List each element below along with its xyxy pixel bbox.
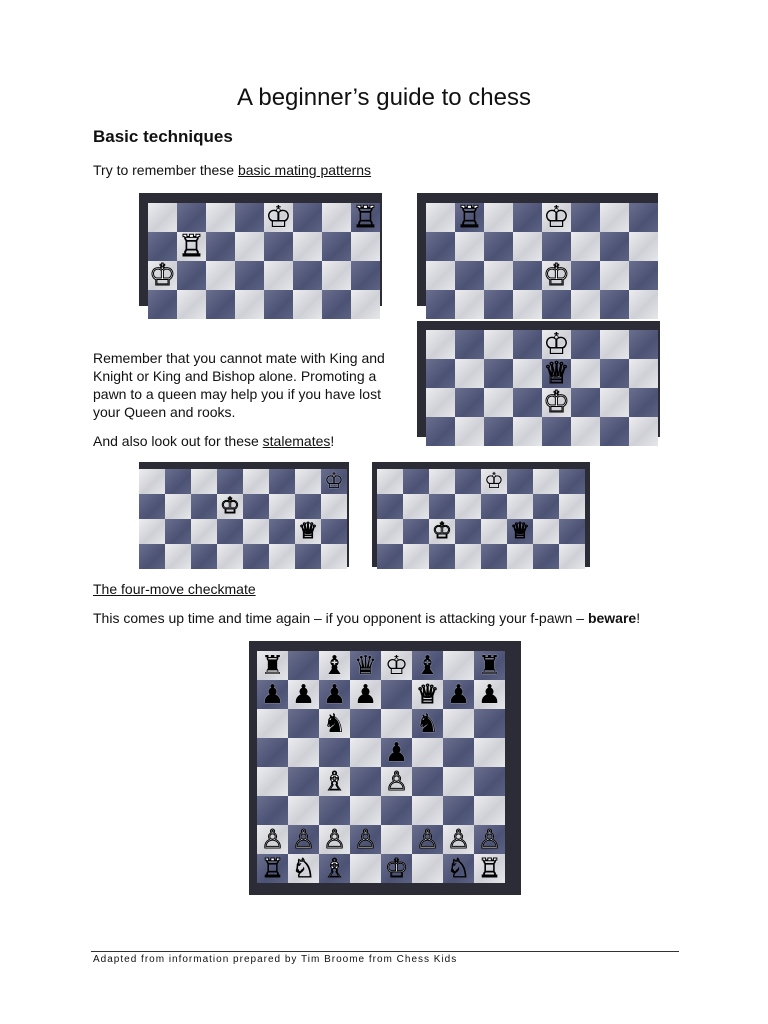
board-square	[571, 330, 600, 359]
board-square	[474, 709, 505, 738]
mating-patterns-link[interactable]: basic mating patterns	[237, 162, 372, 178]
board-square	[243, 519, 269, 544]
board-square	[288, 680, 319, 709]
board-square	[559, 544, 585, 569]
board-square	[571, 359, 600, 388]
chess-piece: ♖	[456, 203, 483, 232]
board-square	[264, 232, 293, 261]
board-square	[542, 261, 571, 290]
board-square	[235, 290, 264, 319]
board-square	[351, 261, 380, 290]
stalemates-link[interactable]: stalemates	[262, 433, 331, 449]
board-square	[443, 796, 474, 825]
chess-piece: ♜	[260, 651, 285, 680]
chess-piece: ♟	[446, 680, 471, 709]
board-square	[139, 494, 165, 519]
stalemate-excl: !	[330, 433, 335, 449]
board-square	[542, 290, 571, 319]
board-square	[600, 261, 629, 290]
board-square	[288, 767, 319, 796]
chess-piece: ♙	[260, 825, 285, 854]
board-square	[288, 796, 319, 825]
board-square	[513, 417, 542, 446]
board-square	[295, 544, 321, 569]
chess-piece: ♖	[178, 232, 205, 261]
board-square	[319, 767, 350, 796]
board-square	[600, 359, 629, 388]
four-move-excl: !	[636, 610, 641, 626]
board-square	[257, 767, 288, 796]
board-square	[455, 417, 484, 446]
chess-piece: ♔	[543, 388, 570, 417]
board-square	[455, 519, 481, 544]
board-square	[148, 203, 177, 232]
chess-piece: ♙	[291, 825, 316, 854]
board-square	[629, 388, 658, 417]
board-square	[443, 651, 474, 680]
chess-piece: ♜	[477, 651, 502, 680]
board-square	[412, 796, 443, 825]
board-square	[319, 796, 350, 825]
stalemate-text: And also look out for these	[93, 433, 263, 449]
board-square	[426, 290, 455, 319]
mate-note: Remember that you cannot mate with King and Knight or King and Bishop alone. Promoting a pawn to a queen may help you if you have lost your Queen and rooks.	[93, 350, 385, 420]
board-square	[443, 738, 474, 767]
board-square	[403, 544, 429, 569]
board-square	[455, 330, 484, 359]
board-square	[542, 359, 571, 388]
board-square	[455, 290, 484, 319]
board-square	[351, 232, 380, 261]
board-square	[165, 519, 191, 544]
board-square	[264, 203, 293, 232]
board-square	[350, 767, 381, 796]
chess-piece: ♕	[415, 680, 440, 709]
chess-piece: ♙	[353, 825, 378, 854]
board-square	[350, 680, 381, 709]
board-square	[377, 469, 403, 494]
board-square	[507, 519, 533, 544]
board-square	[429, 494, 455, 519]
board-square	[206, 232, 235, 261]
board-square	[481, 494, 507, 519]
board-square	[243, 469, 269, 494]
board-four-move-checkmate	[249, 641, 521, 895]
board-square	[629, 330, 658, 359]
board-square	[481, 469, 507, 494]
board-square	[288, 651, 319, 680]
board-square	[443, 709, 474, 738]
board-square	[293, 232, 322, 261]
board-square	[139, 519, 165, 544]
board-square	[412, 709, 443, 738]
board-square	[571, 232, 600, 261]
board-square	[206, 203, 235, 232]
board-square	[217, 494, 243, 519]
chess-piece: ♗	[322, 767, 347, 796]
board-square	[148, 261, 177, 290]
board-square	[206, 261, 235, 290]
board-square	[484, 330, 513, 359]
board-square	[321, 494, 347, 519]
chess-piece: ♔	[543, 203, 570, 232]
board-square	[474, 854, 505, 883]
board-square	[165, 494, 191, 519]
board-square	[177, 203, 206, 232]
board-square	[381, 680, 412, 709]
board-square	[571, 388, 600, 417]
chess-piece: ♔	[484, 469, 504, 494]
board-square	[350, 825, 381, 854]
board-square	[455, 232, 484, 261]
chess-piece: ♟	[322, 680, 347, 709]
board-square	[559, 494, 585, 519]
beware-text: beware	[587, 610, 637, 626]
board-square	[293, 261, 322, 290]
board-square	[139, 544, 165, 569]
board-square	[412, 767, 443, 796]
board-square	[571, 290, 600, 319]
board-square	[264, 261, 293, 290]
chess-piece: ♟	[384, 738, 409, 767]
board-square	[412, 825, 443, 854]
board-square	[350, 738, 381, 767]
board-square	[474, 825, 505, 854]
board-square	[455, 469, 481, 494]
board-square	[319, 709, 350, 738]
chess-piece: ♖	[352, 203, 379, 232]
chess-piece: ♔	[543, 261, 570, 290]
chess-piece: ♕	[543, 359, 570, 388]
board-square	[484, 417, 513, 446]
board-square	[542, 417, 571, 446]
board-square	[600, 290, 629, 319]
chess-piece: ♘	[291, 854, 316, 883]
board-square	[319, 738, 350, 767]
chess-piece: ♔	[432, 519, 452, 544]
board-square	[481, 544, 507, 569]
board-square	[629, 359, 658, 388]
chess-piece: ♖	[477, 854, 502, 883]
board-square	[377, 544, 403, 569]
board-square	[257, 680, 288, 709]
board-square	[559, 469, 585, 494]
chess-piece: ♘	[446, 854, 471, 883]
board-square	[455, 494, 481, 519]
chess-piece: ♙	[477, 825, 502, 854]
board-square	[293, 203, 322, 232]
board-square	[288, 738, 319, 767]
board-square	[412, 680, 443, 709]
board-square	[600, 203, 629, 232]
board-square	[381, 825, 412, 854]
board-square	[542, 388, 571, 417]
board-square	[322, 203, 351, 232]
board-square	[629, 290, 658, 319]
board-square	[533, 544, 559, 569]
board-square	[257, 796, 288, 825]
board-square	[350, 854, 381, 883]
chess-piece: ♟	[260, 680, 285, 709]
board-square	[377, 494, 403, 519]
board-square	[513, 330, 542, 359]
board-square	[426, 232, 455, 261]
chess-piece: ♙	[415, 825, 440, 854]
board-square	[426, 359, 455, 388]
board-square	[319, 825, 350, 854]
board-square	[455, 261, 484, 290]
board-square	[217, 544, 243, 569]
board-square	[243, 494, 269, 519]
board-square	[629, 203, 658, 232]
chess-piece: ♝	[322, 651, 347, 680]
board-square	[191, 469, 217, 494]
board-square	[243, 544, 269, 569]
board-square	[513, 203, 542, 232]
board-square	[559, 519, 585, 544]
board-square	[148, 232, 177, 261]
intro-text: Try to remember these	[93, 162, 238, 178]
board-square	[571, 261, 600, 290]
board-square	[177, 290, 206, 319]
board-square	[429, 519, 455, 544]
board-square	[206, 290, 235, 319]
section-heading: Basic techniques	[93, 127, 233, 146]
board-square	[507, 494, 533, 519]
board-square	[257, 651, 288, 680]
four-move-text	[93, 609, 640, 627]
board-square	[426, 261, 455, 290]
board-square	[443, 854, 474, 883]
page-title: A beginner’s guide to chess	[237, 84, 531, 111]
board-square	[381, 767, 412, 796]
board-square	[571, 417, 600, 446]
board-square	[235, 261, 264, 290]
board-square	[507, 544, 533, 569]
board-square	[264, 290, 293, 319]
board-square	[257, 854, 288, 883]
board-stalemate-two	[372, 462, 590, 567]
board-square	[629, 232, 658, 261]
board-square	[235, 203, 264, 232]
board-square	[429, 469, 455, 494]
board-square	[533, 519, 559, 544]
board-square	[319, 680, 350, 709]
chess-piece: ♔	[324, 469, 344, 494]
board-square	[257, 738, 288, 767]
board-square	[513, 232, 542, 261]
board-square	[269, 519, 295, 544]
board-square	[381, 796, 412, 825]
board-square	[533, 494, 559, 519]
chess-piece: ♟	[291, 680, 316, 709]
board-square	[474, 651, 505, 680]
board-square	[177, 232, 206, 261]
board-square	[381, 709, 412, 738]
board-square	[381, 738, 412, 767]
board-square	[533, 469, 559, 494]
chess-piece: ♙	[446, 825, 471, 854]
chess-piece: ♔	[384, 854, 409, 883]
board-square	[600, 388, 629, 417]
stalemate-line	[93, 432, 334, 450]
four-move-heading[interactable]: The four-move checkmate	[93, 581, 256, 597]
board-square	[351, 203, 380, 232]
board-square	[269, 494, 295, 519]
chess-piece: ♛	[353, 651, 378, 680]
board-square	[350, 651, 381, 680]
board-square	[322, 261, 351, 290]
board-square	[426, 330, 455, 359]
board-square	[295, 519, 321, 544]
board-square	[351, 290, 380, 319]
chess-piece: ♖	[260, 854, 285, 883]
chess-piece: ♗	[322, 854, 347, 883]
board-square	[542, 232, 571, 261]
board-square	[321, 544, 347, 569]
chess-piece: ♙	[322, 825, 347, 854]
four-move-desc: This comes up time and time again – if you opponent is attacking your f-pawn –	[93, 610, 588, 626]
chess-piece: ♟	[477, 680, 502, 709]
board-square	[474, 680, 505, 709]
board-square	[513, 261, 542, 290]
intro-line	[93, 161, 371, 179]
board-square	[542, 330, 571, 359]
board-square	[322, 232, 351, 261]
chess-piece: ♔	[384, 651, 409, 680]
board-square	[288, 709, 319, 738]
board-square	[474, 796, 505, 825]
board-square	[426, 388, 455, 417]
board-square	[288, 854, 319, 883]
board-square	[321, 519, 347, 544]
board-square	[484, 261, 513, 290]
chess-piece: ♟	[353, 680, 378, 709]
board-square	[571, 203, 600, 232]
board-square	[629, 417, 658, 446]
board-square	[165, 469, 191, 494]
chess-piece: ♞	[415, 709, 440, 738]
board-square	[455, 359, 484, 388]
board-square	[293, 290, 322, 319]
board-square	[191, 494, 217, 519]
board-square	[412, 651, 443, 680]
board-square	[412, 854, 443, 883]
board-square	[443, 680, 474, 709]
board-square	[513, 388, 542, 417]
board-square	[426, 417, 455, 446]
chess-piece: ♔	[220, 494, 240, 519]
board-square	[139, 469, 165, 494]
board-square	[474, 767, 505, 796]
chess-piece: ♞	[322, 709, 347, 738]
board-square	[443, 767, 474, 796]
board-mating-pattern-rook-king	[417, 193, 658, 306]
board-square	[257, 825, 288, 854]
board-square	[148, 290, 177, 319]
board-square	[513, 359, 542, 388]
board-square	[217, 519, 243, 544]
board-square	[377, 519, 403, 544]
board-square	[600, 330, 629, 359]
board-square	[600, 232, 629, 261]
board-square	[381, 854, 412, 883]
board-square	[403, 519, 429, 544]
board-square	[429, 544, 455, 569]
board-square	[165, 544, 191, 569]
board-square	[629, 261, 658, 290]
board-square	[513, 290, 542, 319]
board-square	[455, 203, 484, 232]
board-square	[288, 825, 319, 854]
board-mating-pattern-rooks	[139, 193, 382, 306]
board-square	[295, 494, 321, 519]
board-square	[455, 544, 481, 569]
chess-piece: ♔	[149, 261, 176, 290]
board-square	[319, 854, 350, 883]
board-square	[484, 232, 513, 261]
board-square	[191, 519, 217, 544]
chess-piece: ♙	[384, 767, 409, 796]
board-square	[269, 469, 295, 494]
board-square	[412, 738, 443, 767]
chess-piece: ♕	[510, 519, 530, 544]
board-square	[403, 469, 429, 494]
board-square	[350, 796, 381, 825]
board-square	[484, 203, 513, 232]
board-square	[350, 709, 381, 738]
board-square	[403, 494, 429, 519]
chess-piece: ♔	[543, 330, 570, 359]
board-square	[484, 290, 513, 319]
board-square	[322, 290, 351, 319]
board-square	[443, 825, 474, 854]
board-square	[269, 544, 295, 569]
board-square	[455, 388, 484, 417]
board-square	[235, 232, 264, 261]
chess-piece: ♔	[265, 203, 292, 232]
chess-piece: ♝	[415, 651, 440, 680]
board-square	[600, 417, 629, 446]
board-square	[474, 738, 505, 767]
board-square	[484, 359, 513, 388]
footer-credit: Adapted from information prepared by Tim Broome from Chess Kids	[93, 954, 458, 965]
board-square	[295, 469, 321, 494]
board-square	[177, 261, 206, 290]
board-square	[507, 469, 533, 494]
board-square	[381, 651, 412, 680]
chess-piece: ♕	[298, 519, 318, 544]
board-square	[426, 203, 455, 232]
board-square	[481, 519, 507, 544]
board-square	[257, 709, 288, 738]
board-square	[484, 388, 513, 417]
board-square	[319, 651, 350, 680]
board-mating-pattern-queen	[417, 321, 660, 437]
footer-divider	[91, 951, 679, 952]
board-square	[321, 469, 347, 494]
board-square	[217, 469, 243, 494]
board-square	[542, 203, 571, 232]
board-square	[191, 544, 217, 569]
board-stalemate-one	[139, 462, 349, 567]
